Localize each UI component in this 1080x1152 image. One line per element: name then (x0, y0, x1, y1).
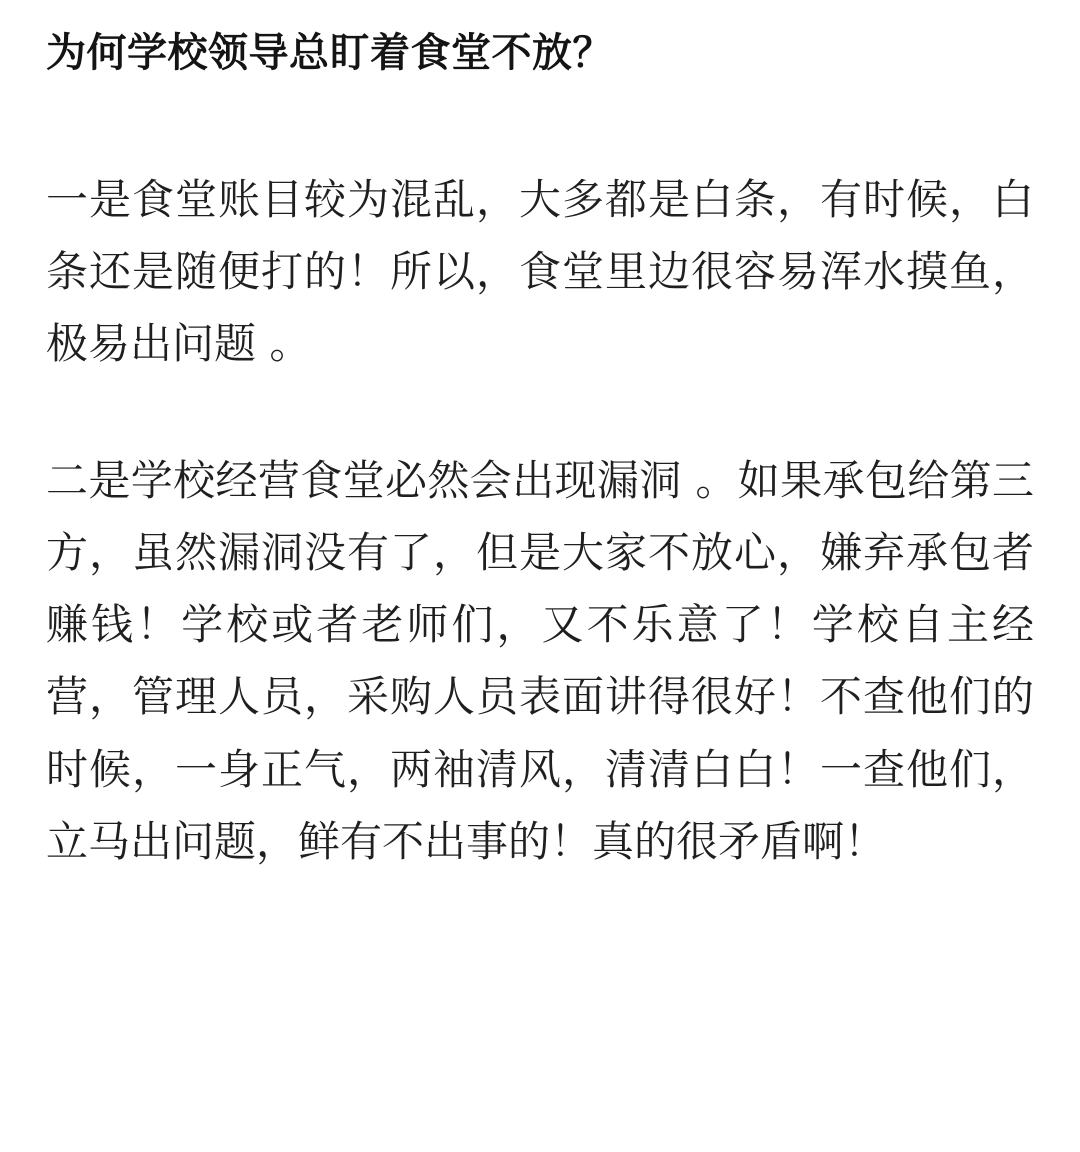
page-title: 为何学校领导总盯着食堂不放？ (46, 30, 613, 76)
body-paragraph-1: 一是食堂账目较为混乱，大多都是白条，有时候，白条还是随便打的！所以，食堂里边很容易浑水摸鱼，极易出问题 。 (46, 175, 1034, 369)
body-paragraph-2: 二是学校经营食堂必然会出现漏洞 。如果承包给第三方，虽然漏洞没有了，但是大家不放心，嫌弃承包者赚钱！学校或者老师们，又不乐意了！学校自主经营，管理人员，采购人员表面讲得很好！不查他们的时候，一身正气，两袖清风，清清白白！一查他们，立马出问题，鲜有不出事的！真的很矛盾啊！ (46, 455, 1034, 866)
